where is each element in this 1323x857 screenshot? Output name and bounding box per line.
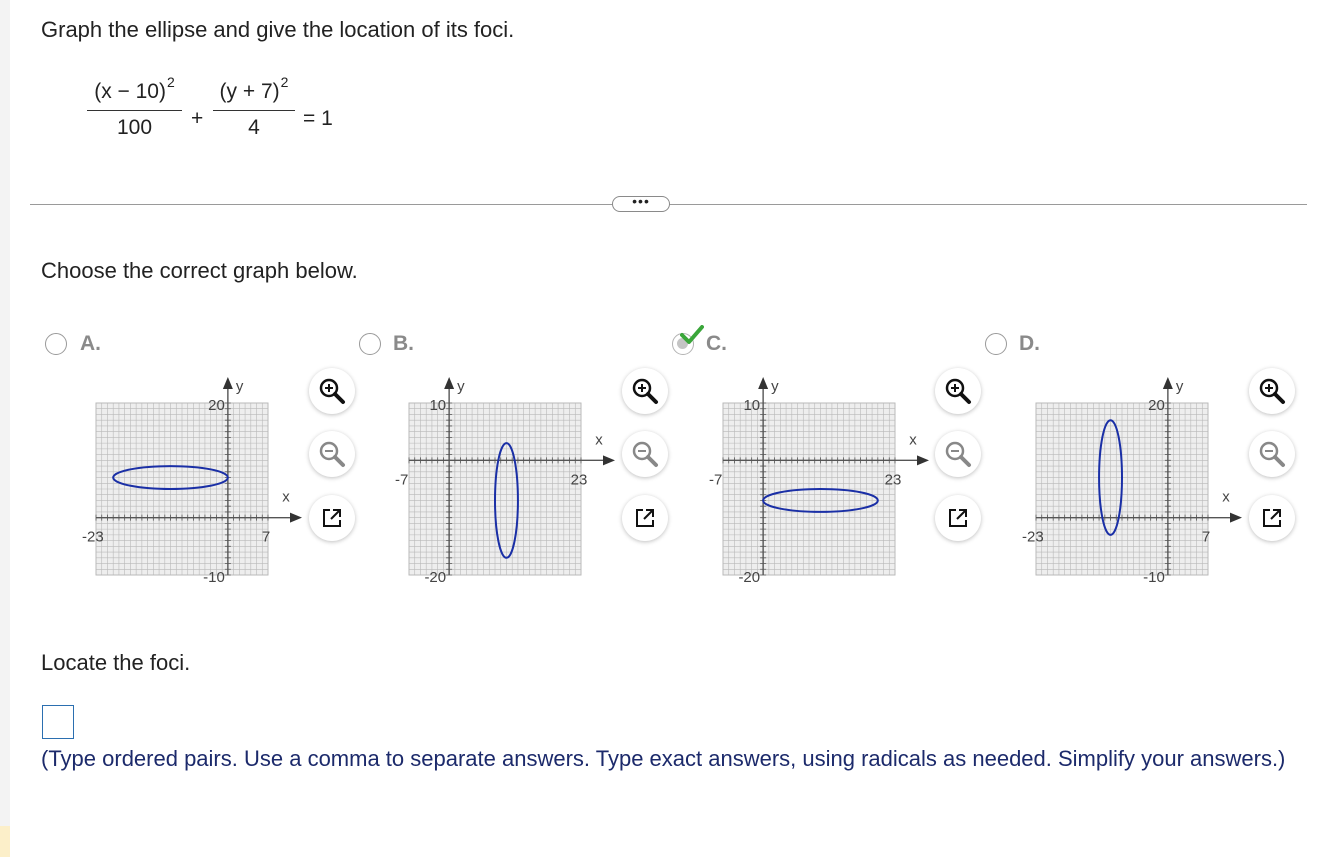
option-d-zoom-in-button[interactable] <box>1249 368 1295 414</box>
option-a-zoom-out-button[interactable] <box>309 431 355 477</box>
x-axis-label: x <box>282 488 290 506</box>
answer-format-hint: (Type ordered pairs. Use a comma to separate answers. Type exact answers, using radicals as needed. Simplify your answers.) <box>41 746 1286 771</box>
option-b-open-window-button[interactable] <box>622 495 668 541</box>
tick-label-ymax: 10 <box>429 397 447 414</box>
tick-label-ymin: -20 <box>424 569 447 585</box>
choose-graph-prompt: Choose the correct graph below. <box>41 258 358 283</box>
option-b-label[interactable]: B. <box>393 332 414 355</box>
option-c-graph <box>702 370 932 585</box>
option-c-graph-svg <box>702 370 932 585</box>
y-axis-arrow-icon <box>758 377 768 389</box>
term2-numerator: (y + 7) <box>219 80 280 103</box>
foci-answer-input[interactable] <box>42 705 74 739</box>
tick-label-xmax: 7 <box>1201 528 1211 546</box>
x-axis-arrow-icon <box>917 455 929 465</box>
y-axis-label: y <box>1175 378 1184 395</box>
tick-label-ymax: 20 <box>208 397 225 414</box>
option-d-graph-svg <box>1015 370 1245 585</box>
equation-term-y <box>213 74 295 140</box>
tick-label-ymax: 20 <box>1148 397 1165 414</box>
option-a-zoom-in-button[interactable] <box>309 368 355 414</box>
option-d-zoom-out-button[interactable] <box>1249 431 1295 477</box>
option-b-zoom-out-button[interactable] <box>622 431 668 477</box>
open-new-window-icon <box>946 506 970 530</box>
x-axis-label: x <box>909 431 917 449</box>
fraction-bar <box>213 110 295 111</box>
option-d-open-window-button[interactable] <box>1249 495 1295 541</box>
ellipse-equation <box>85 70 355 160</box>
tick-label-xmax: 7 <box>261 528 271 546</box>
zoom-out-icon <box>1257 439 1287 469</box>
question-instruction: Graph the ellipse and give the location of its foci. <box>41 17 515 42</box>
y-axis-label: y <box>457 378 465 395</box>
open-new-window-icon <box>633 506 657 530</box>
option-b-graph <box>388 370 618 585</box>
term1-denominator: 100 <box>116 116 153 139</box>
option-a-label[interactable]: A. <box>80 332 101 355</box>
checkmark-icon <box>680 325 704 350</box>
tick-label-xmin: -23 <box>82 528 104 546</box>
left-margin-accent <box>0 826 10 857</box>
open-new-window-icon <box>320 506 344 530</box>
option-b-zoom-in-button[interactable] <box>622 368 668 414</box>
y-axis-label: y <box>235 378 244 395</box>
tick-label-ymin: -10 <box>1143 569 1165 585</box>
x-axis-label: x <box>595 431 603 449</box>
equation-term-x <box>87 74 182 140</box>
zoom-in-icon <box>630 376 660 406</box>
zoom-out-icon <box>317 439 347 469</box>
tick-label-xmin: -7 <box>709 471 723 489</box>
zoom-in-icon <box>1257 376 1287 406</box>
option-c-label[interactable]: C. <box>706 332 727 355</box>
zoom-out-icon <box>630 439 660 469</box>
y-axis-arrow-icon <box>444 377 454 389</box>
plus-sign: + <box>191 107 204 130</box>
y-axis-label: y <box>771 378 779 395</box>
tick-label-xmin: -7 <box>395 471 409 489</box>
tick-label-xmax: 23 <box>884 471 902 489</box>
locate-foci-label: Locate the foci. <box>41 650 191 675</box>
tick-label-ymin: -20 <box>738 569 761 585</box>
option-c-zoom-out-button[interactable] <box>935 431 981 477</box>
more-dots: ••• <box>632 193 650 209</box>
term1-numerator: (x − 10) <box>94 80 166 103</box>
y-axis-arrow-icon <box>1163 377 1173 389</box>
tick-label-xmin: -23 <box>1022 528 1044 546</box>
zoom-out-icon <box>943 439 973 469</box>
tick-label-ymax: 10 <box>743 397 761 414</box>
x-axis-arrow-icon <box>290 513 302 523</box>
option-a-graph <box>75 370 305 585</box>
option-c-open-window-button[interactable] <box>935 495 981 541</box>
option-d-graph <box>1015 370 1245 585</box>
open-new-window-icon <box>1260 506 1284 530</box>
option-a-open-window-button[interactable] <box>309 495 355 541</box>
option-d-radio[interactable] <box>985 333 1007 355</box>
option-a-radio[interactable] <box>45 333 67 355</box>
option-b-radio[interactable] <box>359 333 381 355</box>
term2-denominator: 4 <box>248 116 260 139</box>
left-margin-strip <box>0 0 10 857</box>
term1-exponent: 2 <box>166 74 175 90</box>
equation-rhs: = 1 <box>303 107 333 130</box>
y-axis-arrow-icon <box>223 377 233 389</box>
zoom-in-icon <box>317 376 347 406</box>
x-axis-arrow-icon <box>603 455 615 465</box>
option-b-graph-svg <box>388 370 618 585</box>
zoom-in-icon <box>943 376 973 406</box>
x-axis-arrow-icon <box>1230 513 1242 523</box>
option-d-label[interactable]: D. <box>1019 332 1040 355</box>
tick-label-xmax: 23 <box>570 471 588 489</box>
option-a-graph-svg <box>75 370 305 585</box>
fraction-bar <box>87 110 182 111</box>
tick-label-ymin: -10 <box>203 569 225 585</box>
option-c-zoom-in-button[interactable] <box>935 368 981 414</box>
x-axis-label: x <box>1222 488 1230 506</box>
term2-exponent: 2 <box>280 74 289 90</box>
expand-more-button[interactable] <box>612 193 670 212</box>
